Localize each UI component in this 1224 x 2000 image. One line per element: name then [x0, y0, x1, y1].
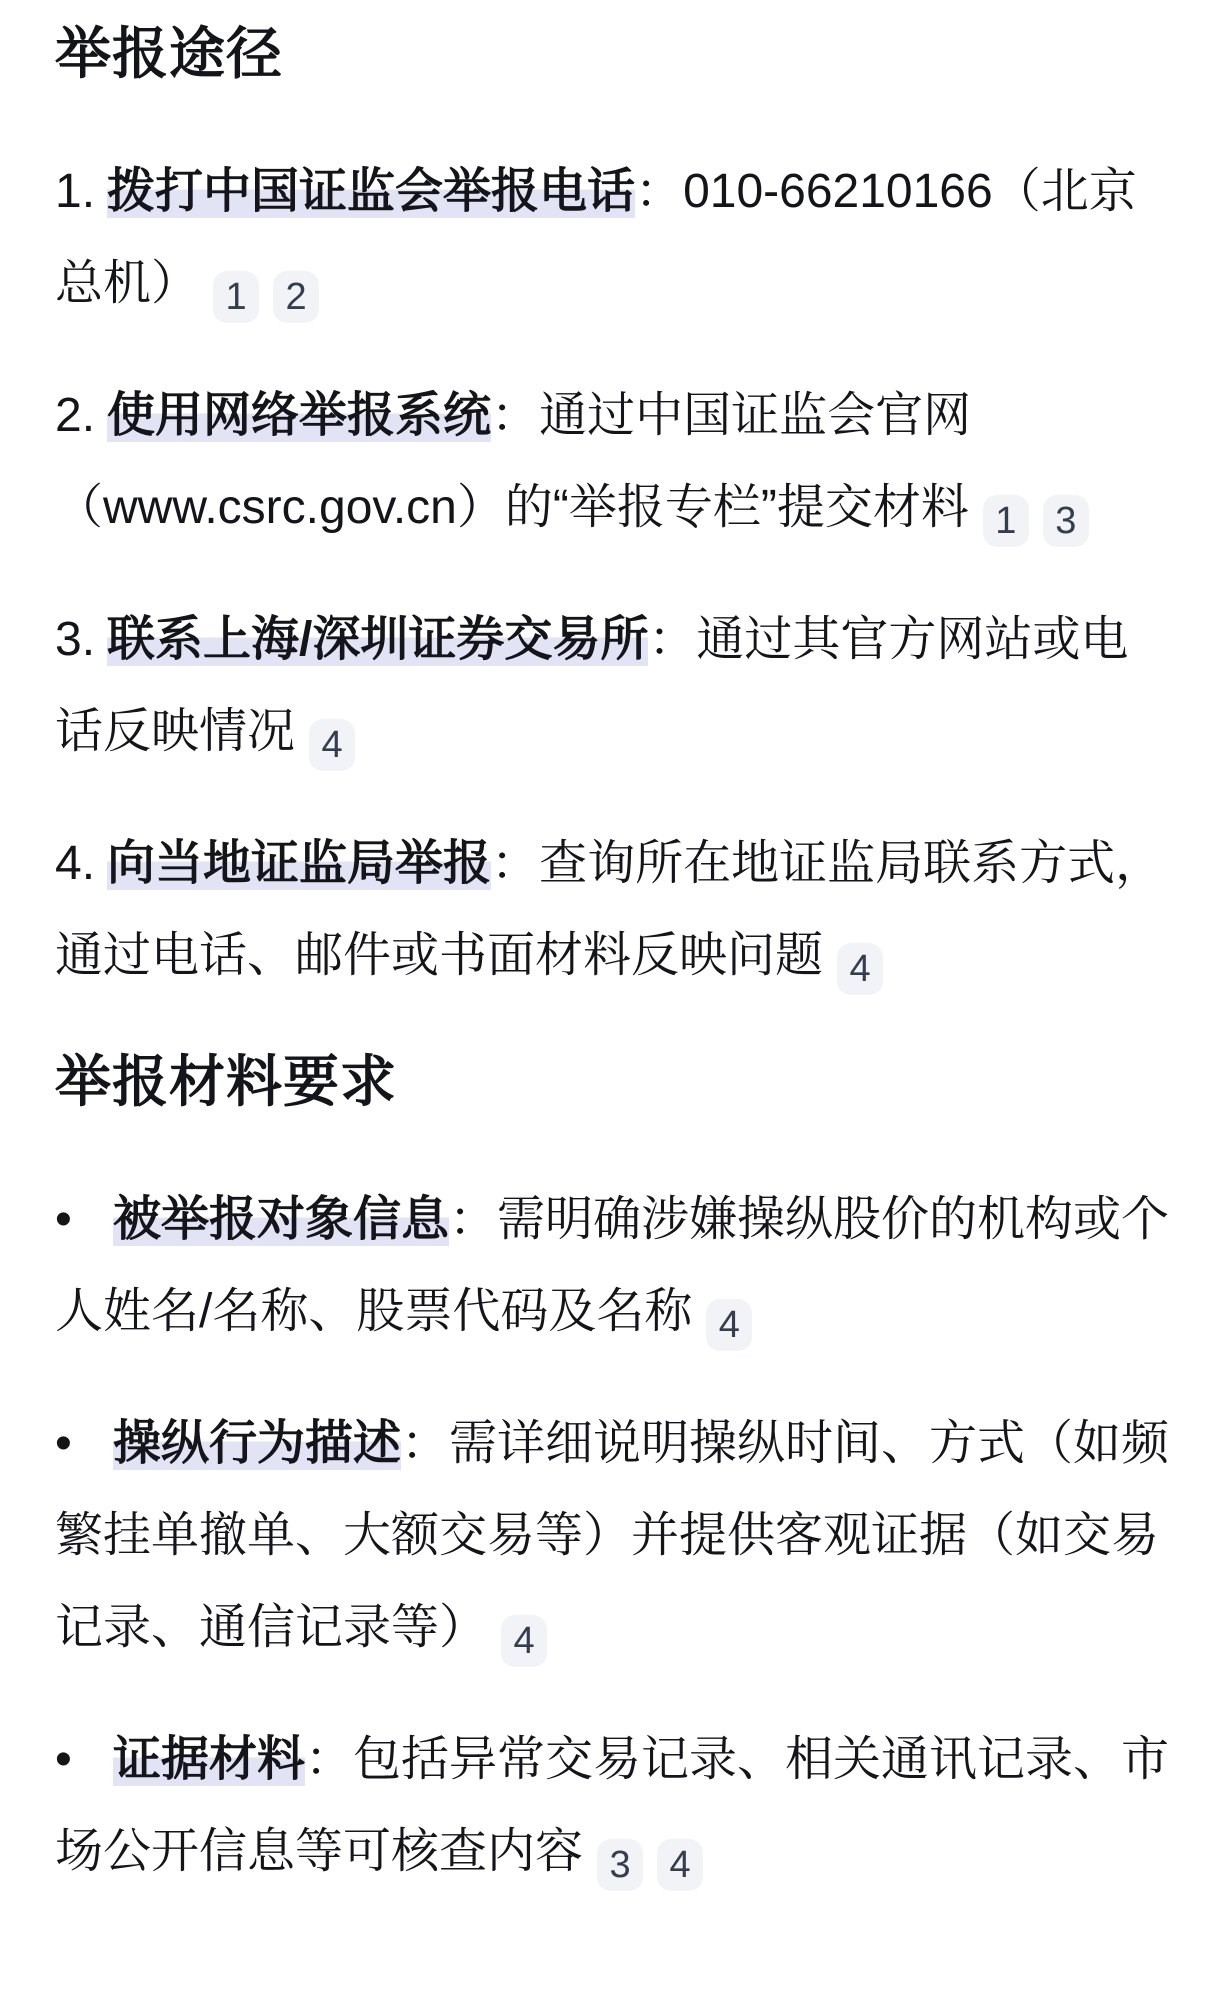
bullet-marker: •	[55, 1193, 72, 1246]
ordered-list-item	[55, 146, 1170, 330]
citation-badge[interactable]: 1	[983, 495, 1029, 547]
term-separator: ：	[491, 837, 540, 890]
item-body-text: 通过其官方网站或电话反映情况	[55, 613, 1129, 758]
item-body-text: 需明确涉嫌操纵股价的机构或个人姓名/名称、股票代码及名称	[55, 1193, 1170, 1338]
highlighted-term: 拨打中国证监会举报电话	[107, 165, 636, 218]
ordered-list-item	[55, 370, 1170, 554]
bullet-list-item	[55, 1174, 1170, 1358]
ordered-list-item	[55, 818, 1170, 1002]
term-separator: ：	[401, 1417, 450, 1470]
item-body-text: 包括异常交易记录、相关通讯记录、市场公开信息等可核查内容	[55, 1733, 1170, 1878]
citation-badge[interactable]: 3	[597, 1839, 643, 1891]
term-separator: ：	[491, 389, 540, 442]
highlighted-term: 使用网络举报系统	[107, 389, 492, 442]
citation-badge[interactable]: 2	[273, 271, 319, 323]
ordered-list-item	[55, 594, 1170, 778]
citation-badge[interactable]: 4	[657, 1839, 703, 1891]
citation-badge[interactable]: 4	[309, 719, 355, 771]
bullet-marker: •	[55, 1417, 72, 1470]
section-heading: 举报途径	[55, 22, 283, 85]
number-marker: 4.	[55, 837, 96, 890]
item-body-text: 查询所在地证监局联系方式，通过电话、邮件或书面材料反映问题	[55, 837, 1164, 982]
highlighted-term: 被举报对象信息	[113, 1193, 450, 1246]
item-body-text: 010-66210166（北京总机）	[55, 165, 1137, 310]
term-separator: ：	[449, 1193, 498, 1246]
highlighted-term: 证据材料	[113, 1733, 306, 1786]
bullet-list-item	[55, 1714, 1170, 1898]
term-separator: ：	[648, 613, 697, 666]
number-marker: 3.	[55, 613, 96, 666]
citation-badge[interactable]: 4	[501, 1615, 547, 1667]
bullet-marker: •	[55, 1733, 72, 1786]
report-content	[55, 14, 1170, 1898]
number-marker: 2.	[55, 389, 96, 442]
section-heading: 举报材料要求	[55, 1050, 397, 1113]
citation-badge[interactable]: 3	[1043, 495, 1089, 547]
term-separator: ：	[635, 165, 684, 218]
number-marker: 1.	[55, 165, 96, 218]
citation-badge[interactable]: 1	[213, 271, 259, 323]
bullet-list-item	[55, 1398, 1170, 1674]
highlighted-term: 向当地证监局举报	[107, 837, 492, 890]
highlighted-term: 操纵行为描述	[113, 1417, 402, 1470]
citation-badge[interactable]: 4	[837, 943, 883, 995]
item-body-text: 需详细说明操纵时间、方式（如频繁挂单撤单、大额交易等）并提供客观证据（如交易记录、通信记录等）	[55, 1417, 1170, 1654]
term-separator: ：	[305, 1733, 354, 1786]
highlighted-term: 联系上海/深圳证券交易所	[107, 613, 649, 666]
citation-badge[interactable]: 4	[706, 1299, 752, 1351]
item-body-text: 通过中国证监会官网（www.csrc.gov.cn）的“举报专栏”提交材料	[55, 389, 972, 534]
